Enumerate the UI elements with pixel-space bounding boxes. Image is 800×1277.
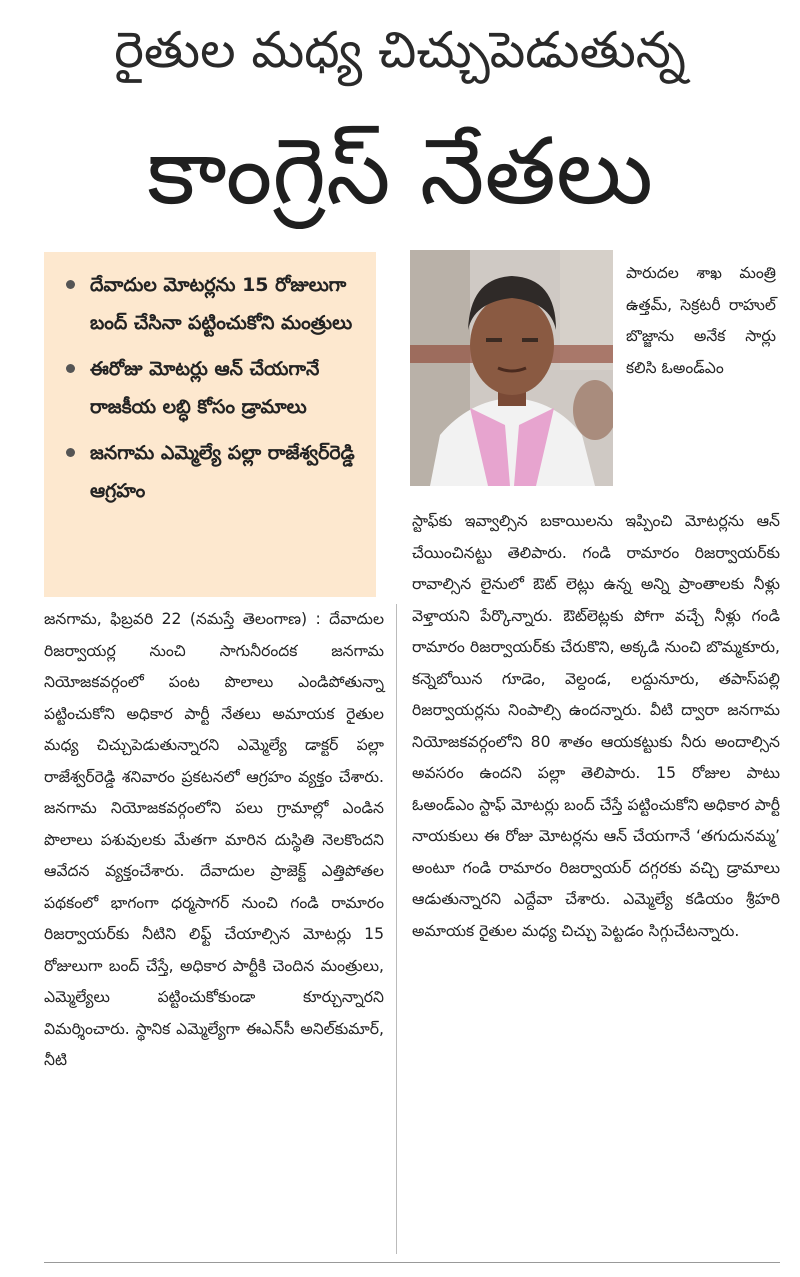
headline-line-2: కాంగ్రెస్ నేతలు (146, 118, 654, 225)
highlight-item (66, 266, 366, 342)
article-left-column (44, 604, 384, 1077)
article-paragraph: స్టాఫ్‌కు ఇవ్వాల్సిన బకాయిలను ఇప్పించి మోటర్లను ఆన్ చేయించినట్టు తెలిపారు. గండి రామారం రిజర్వాయర్‌కు రావాల్సిన లైనులో ఔట్ లెట్లు ఉన్న అన్ని ప్రాంతాలకు నీళ్లు వెళ్తాయని పేర్కొన్నారు. ఔట్‌లెట్లకు పోగా వచ్చే నీళ్లు గండి రామారం రిజర్వాయర్‌కు చేరుకొని, అక్కడి నుంచి బొమ్మకూరు, కన్నెబోయిన గూడెం, వెల్దండ, లద్దునూరు, తపాస్‌పల్లి రిజర్వాయర్లను నింపాల్సి ఉందన్నారు. వీటి ద్వారా జనగామ నియోజకవర్గంలోని 80 శాతం ఆయకట్టుకు నీరు అందాల్సిన అవసరం ఉందని పల్లా తెలిపారు. 15 రోజుల పాటు ఓఅండ్ఎం స్టాఫ్ మోటర్లు బంద్ చేస్తే పట్టించుకోని అధికార పార్టీ నాయకులు ఈ రోజు మోటర్లను ఆన్ చేయగానే ‘తగుదునమ్మ’ అంటూ గండి రామారం రిజర్వాయర్ దగ్గరకు వచ్చి డ్రామాలు ఆడుతున్నారని ఎద్దేవా చేశారు. ఎమ్మెల్యే కడియం శ్రీహరి అమాయక రైతుల మధ్య చిచ్చు పెట్టడం సిగ్గుచేటన్నారు. (412, 512, 780, 940)
article-paragraph: జనగామ, ఫిబ్రవరి 22 (నమస్తే తెలంగాణ) : దేవాదుల రిజర్వాయర్ల నుంచి సాగునీరందక జనగామ నియోజకవర్గంలో పంట పొలాలు ఎండిపోతున్నా పట్టించుకోని అధికార పార్టీ నేతలు అమాయక రైతుల మధ్య చిచ్చుపెడుతున్నారని ఎమ్మెల్యే డాక్టర్ పల్లా రాజేశ్వర్‌రెడ్డి శనివారం ప్రకటనలో ఆగ్రహం వ్యక్తం చేశారు. జనగామ నియోజకవర్గంలోని పలు గ్రామాల్లో ఎండిన పొలాలు పశువులకు మేతగా మారిన దుస్థితి నెలకొందని ఆవేదన వ్యక్తంచేశారు. దేవాదుల ప్రాజెక్ట్ ఎత్తిపోతల పథకంలో భాగంగా ధర్మసాగర్ నుంచి గండి రామారం రిజర్వాయర్‌కు నీటిని లిఫ్ట్ చేయాల్సిన మోటర్లు 15 రోజులుగా బంద్ చేస్తే, అధికార పార్టీకి చెందిన మంత్రులు, ఎమ్మెల్యేలు పట్టించుకోకుండా కూర్చున్నారని విమర్శించారు. స్థానిక ఎమ్మెల్యేగా ఈఎన్‌సీ అనిల్‌కుమార్, నీటి (44, 610, 384, 1069)
highlights-box (44, 252, 376, 597)
highlight-text: దేవాదుల మోటర్లను 15 రోజులుగా బంద్ చేసినా పట్టించుకోని మంత్రులు (90, 274, 353, 334)
column-divider (396, 604, 397, 1254)
headline-line-1: రైతుల మధ్య చిచ్చుపెడుతున్న (114, 21, 686, 79)
portrait-illustration (410, 250, 613, 486)
mla-photo (410, 250, 613, 486)
highlights-list (66, 266, 366, 510)
article-right-top-text (626, 258, 776, 384)
bottom-rule (44, 1262, 780, 1263)
highlight-text: జనగామ ఎమ్మెల్యే పల్లా రాజేశ్వర్‌రెడ్డి ఆగ్రహం (90, 442, 355, 502)
bullet-icon (66, 448, 75, 457)
highlight-item (66, 350, 366, 426)
article-right-column (412, 506, 780, 947)
bullet-icon (66, 364, 75, 373)
article-paragraph: పారుదల శాఖ మంత్రి ఉత్తమ్, సెక్రటరీ రాహుల్ బొజ్జాను అనేక సార్లు కలిసి ఓఅండ్ఎం (626, 264, 776, 377)
highlight-text: ఈరోజు మోటర్లు ఆన్ చేయగానే రాజకీయ లబ్ధి కోసం డ్రామాలు (90, 358, 320, 418)
highlight-item (66, 434, 366, 510)
bullet-icon (66, 280, 75, 289)
